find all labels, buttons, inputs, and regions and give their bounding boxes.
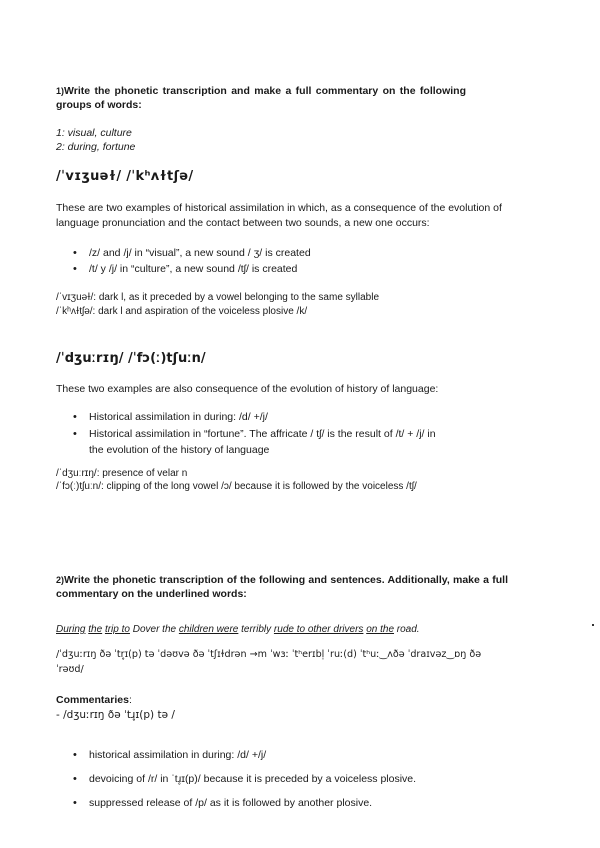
word-group-1: 1: visual, culture — [56, 127, 132, 139]
sentence-transcription-line-2: ˈrəʊd/ — [56, 664, 84, 675]
question-1-number: 1) — [56, 86, 65, 96]
set-2-note-1: /ˈdʒuːrɪŋ/: presence of velar n — [56, 468, 188, 479]
list-item: • /z/ and /j/ in “visual”, a new sound / ʒ/ is created — [56, 246, 526, 260]
question-1-heading — [56, 84, 466, 112]
underlined-word: During — [56, 624, 86, 635]
list-item: • Historical assimilation in “fortune”. The affricate / tʃ/ is the result of /t/ + /j/ in the evolution of the history of language — [56, 426, 446, 458]
set-1-note-2: /ˈkʰʌɫtʃə/: dark l and aspiration of the voiceless plosive /k/ — [56, 306, 308, 317]
list-item: • /t/ y /j/ in “culture”, a new sound /tʃ/ is created — [56, 262, 526, 276]
set-1-intro: These are two examples of historical assimilation in which, as a consequence of the evolution of language pronunciation and the contact between two sounds, a new one occurs: — [56, 202, 502, 229]
set-2-bullet-list — [56, 410, 446, 458]
stray-mark — [592, 624, 594, 626]
transcription-set-1: /ˈvɪʒuəɫ/ /ˈkʰʌɫtʃə/ — [56, 169, 194, 184]
commentaries-heading — [56, 693, 526, 707]
list-item: • historical assimilation in during: /d/ +/j/ — [56, 748, 526, 762]
set-2-note-2: /ˈfɔ(ː)tʃuːn/: clipping of the long vowel /ɔ/ because it is followed by the voiceless /tʃ/ — [56, 481, 417, 492]
sentence-text: road. — [394, 624, 420, 635]
list-item: • suppressed release of /p/ as it is followed by another plosive. — [56, 796, 526, 810]
example-sentence — [56, 623, 526, 637]
question-2-number: 2) — [56, 575, 65, 585]
underlined-word: the — [88, 624, 103, 635]
transcription-set-2: /ˈdʒuːrɪŋ/ /ˈfɔ(ː)tʃuːn/ — [56, 351, 206, 366]
commentaries-label: Commentaries — [56, 694, 129, 706]
underlined-word: children were — [178, 624, 239, 635]
underlined-word: on the — [366, 624, 395, 635]
set-1-note-1: /ˈvɪʒuəɫ/: dark l, as it preceded by a vowel belonging to the same syllable — [56, 292, 380, 303]
question-2-title: Write the phonetic transcription of the following and sentences. Additionally, make a full commentary on the underlined words: — [56, 574, 508, 600]
underlined-word: trip to — [104, 624, 130, 635]
underlined-word: rude to other drivers — [273, 624, 364, 635]
sentence-text: terribly — [238, 624, 274, 635]
sentence-text: Dover the — [129, 624, 179, 635]
question-2-heading — [56, 573, 508, 601]
list-item: • devoicing of /r/ in ˈtɹ̥ɪ(p)/ because it is preceded by a voiceless plosive. — [56, 772, 526, 786]
set-2-intro: These two examples are also consequence of the evolution of history of language: — [56, 383, 439, 395]
commentaries-colon: : — [128, 694, 132, 706]
word-group-2: 2: during, fortune — [56, 141, 136, 153]
sub-transcription: - /dʒuːrɪŋ ðə ˈtɹ̥ɪ(p) tə / — [56, 709, 175, 721]
question-1-title: Write the phonetic transcription and make a full commentary on the following groups of words: — [56, 85, 466, 111]
commentaries-bullet-list — [56, 748, 526, 811]
set-1-bullet-list — [56, 246, 526, 276]
list-item: • Historical assimilation in during: /d/ +/j/ — [56, 410, 446, 424]
sentence-transcription-line-1: /ˈdʒuːrɪŋ ðə ˈtr̥ɪ(p) tə ˈdəʊvə ðə ˈtʃɪɫdrən →m ˈwɜː ˈtʰerɪbl̩ ˈruː(d) ˈtʰuː‿ʌðə ˈdraɪvəz‿ɒŋ ðə — [56, 649, 482, 660]
